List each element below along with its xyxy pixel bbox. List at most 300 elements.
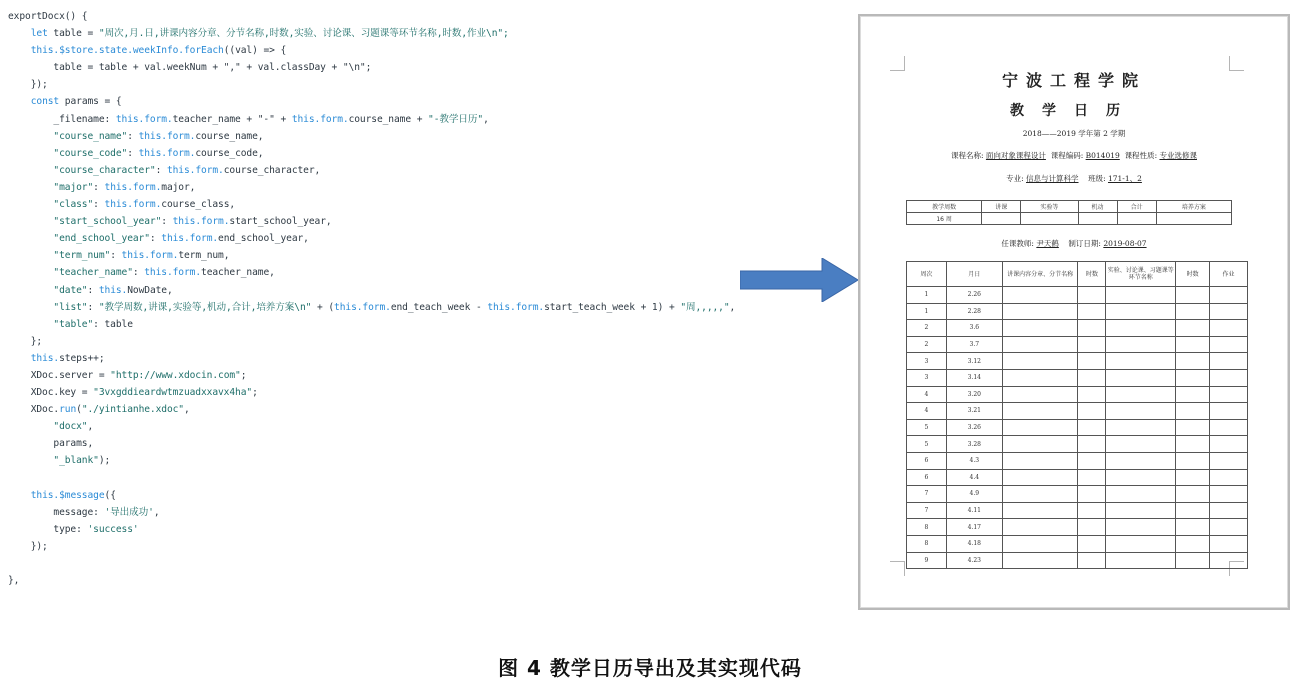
schedule-cell — [1106, 303, 1176, 320]
schedule-cell: 3.14 — [946, 369, 1002, 386]
schedule-cell — [1078, 552, 1106, 569]
code-token — [8, 421, 53, 432]
code-token: }; — [8, 335, 43, 347]
schedule-cell — [1002, 320, 1078, 337]
major-info-line: 专业: 信息与计算科学 班级: 171-1、2 — [1006, 174, 1142, 183]
schedule-header-cell: 实验、讨论课、习题课等环节名称 — [1106, 262, 1176, 287]
schedule-cell — [1078, 519, 1106, 536]
schedule-cell — [1106, 403, 1176, 420]
code-token: "周次,月.日,讲课内容分章、分节名称,时数,实验、讨论课、习题课等环节名称,时数,作业\n"; — [98, 28, 509, 40]
schedule-cell: 3 — [907, 353, 947, 370]
exported-document-preview — [858, 14, 1290, 610]
code-line — [8, 418, 738, 435]
schedule-cell: 4.3 — [946, 452, 1002, 469]
schedule-cell — [1002, 353, 1078, 370]
schedule-cell: 3.12 — [946, 353, 1002, 370]
summary-value-row — [907, 213, 1232, 225]
schedule-cell — [1176, 303, 1210, 320]
code-token: "_blank" — [53, 455, 99, 467]
summary-header-cell: 培养方案 — [1156, 201, 1231, 213]
code-token — [8, 131, 53, 142]
code-token: XDoc.key = — [8, 387, 94, 399]
code-line — [8, 145, 738, 162]
code-token: '导出成功' — [104, 506, 154, 518]
teacher-info-line: 任课教师: 尹天鹤 制订日期: 2019-08-07 — [1001, 239, 1147, 248]
schedule-cell: 3.28 — [946, 436, 1002, 453]
code-token: ( — [76, 404, 82, 416]
code-token: exportDocx() { — [8, 11, 88, 22]
code-token: ; — [240, 369, 247, 381]
code-token: , — [483, 113, 489, 125]
code-token: : — [155, 164, 167, 176]
code-line — [8, 42, 738, 59]
code-line — [8, 93, 738, 110]
code-line — [8, 76, 738, 93]
schedule-cell: 4.18 — [946, 535, 1002, 552]
schedule-cell — [1002, 535, 1078, 552]
schedule-cell — [1078, 469, 1106, 486]
summary-header-cell: 机动 — [1078, 201, 1117, 213]
schedule-cell — [1176, 386, 1210, 403]
code-line — [8, 196, 738, 213]
code-token — [8, 250, 53, 261]
schedule-cell — [1078, 535, 1106, 552]
code-line — [8, 282, 738, 299]
code-token: , — [183, 404, 190, 416]
code-token: "teacher_name" — [53, 267, 133, 279]
code-token: this.$message — [30, 489, 105, 501]
code-line — [8, 470, 738, 487]
schedule-cell — [1176, 320, 1210, 337]
schedule-row — [907, 535, 1248, 552]
school-name: 宁波工程学院 — [1001, 71, 1146, 90]
code-token: "http://www.xdocin.com" — [110, 369, 241, 381]
code-token: start_school_year, — [229, 216, 332, 228]
code-token: steps++; — [59, 352, 105, 364]
code-token — [8, 267, 53, 278]
schedule-cell — [1106, 320, 1176, 337]
code-token: table = — [47, 28, 99, 40]
code-token: type: — [8, 523, 88, 535]
schedule-table — [906, 261, 1248, 569]
schedule-cell — [1002, 519, 1078, 536]
code-token: , — [153, 506, 160, 518]
schedule-cell — [1078, 502, 1106, 519]
schedule-cell — [1002, 436, 1078, 453]
code-token: ); — [98, 455, 111, 467]
summary-value-cell — [1156, 213, 1231, 225]
schedule-row — [907, 336, 1248, 353]
code-token: this.form. — [291, 113, 349, 125]
code-token: teacher_name, — [201, 267, 275, 279]
schedule-cell — [1078, 369, 1106, 386]
schedule-cell — [1210, 452, 1248, 469]
code-token: this. — [98, 284, 128, 296]
code-token: this.form. — [172, 216, 230, 228]
schedule-row — [907, 303, 1248, 320]
schedule-cell — [1106, 452, 1176, 469]
term-line: 2018——2019 学年第 2 学期 — [1022, 129, 1126, 138]
schedule-cell — [1210, 303, 1248, 320]
code-token: course_code, — [195, 147, 264, 159]
code-line — [8, 384, 738, 401]
schedule-row — [907, 403, 1248, 420]
schedule-cell: 3.6 — [946, 320, 1002, 337]
code-token: this.form. — [121, 250, 179, 262]
code-token — [8, 96, 31, 107]
schedule-cell — [1078, 353, 1106, 370]
schedule-cell: 6 — [907, 452, 947, 469]
code-token: message: — [8, 506, 105, 518]
schedule-cell — [1002, 386, 1078, 403]
schedule-cell: 3.20 — [946, 386, 1002, 403]
schedule-cell — [1176, 353, 1210, 370]
code-line — [8, 504, 738, 521]
right-arrow-icon — [740, 258, 858, 302]
schedule-cell — [1106, 436, 1176, 453]
code-token: const — [30, 96, 60, 108]
code-token: : — [87, 301, 99, 313]
code-token: ; — [252, 387, 258, 399]
schedule-cell — [1176, 403, 1210, 420]
schedule-header-cell: 作业 — [1210, 262, 1248, 287]
schedule-cell: 7 — [907, 486, 947, 503]
schedule-cell — [1106, 486, 1176, 503]
code-token: 'success' — [87, 523, 139, 535]
schedule-header-row — [907, 262, 1248, 287]
code-line — [8, 128, 738, 145]
date-value: 2019-08-07 — [1103, 239, 1147, 248]
code-token: NowDate, — [127, 284, 173, 296]
date-label: 制订日期 — [1068, 239, 1099, 248]
summary-header-row — [907, 201, 1232, 213]
code-token: params = { — [59, 96, 122, 108]
schedule-cell — [1078, 419, 1106, 436]
course-info-line: 课程名称: 面向对象课程设计 课程编码: B014019 课程性质: 专业选修课 — [951, 151, 1197, 160]
code-token: this.form. — [138, 147, 196, 159]
major-value: 信息与计算科学 — [1026, 174, 1079, 183]
code-token: + ( — [311, 301, 335, 313]
code-token — [8, 148, 53, 159]
code-line — [8, 179, 738, 196]
schedule-cell — [1078, 386, 1106, 403]
code-token — [8, 285, 53, 296]
schedule-cell: 7 — [907, 502, 947, 519]
code-token: , — [87, 421, 94, 433]
schedule-cell — [1176, 436, 1210, 453]
schedule-row — [907, 320, 1248, 337]
code-token: course_class, — [161, 199, 236, 211]
code-token: "-教学日历" — [428, 113, 484, 125]
schedule-cell — [1210, 519, 1248, 536]
schedule-cell — [1106, 502, 1176, 519]
schedule-cell — [1002, 469, 1078, 486]
schedule-cell — [1002, 552, 1078, 569]
code-listing — [8, 8, 738, 608]
schedule-cell: 4.11 — [946, 502, 1002, 519]
code-token: : — [127, 147, 139, 159]
summary-header-cell: 实验等 — [1021, 201, 1078, 213]
schedule-cell — [1002, 502, 1078, 519]
schedule-cell — [1002, 403, 1078, 420]
code-token: this.form. — [104, 181, 162, 193]
code-token — [8, 28, 31, 39]
schedule-row — [907, 287, 1248, 304]
code-token: : — [93, 199, 105, 211]
code-token: "course_name" — [53, 130, 128, 142]
schedule-cell — [1210, 386, 1248, 403]
code-token: "./yintianhe.xdoc" — [81, 404, 184, 416]
code-token — [8, 233, 53, 244]
code-token: : — [149, 233, 162, 245]
course-code-label: 课程编码 — [1050, 151, 1081, 160]
code-token: this.form. — [115, 113, 173, 125]
code-token: start_teach_week + 1) + — [544, 301, 681, 313]
schedule-cell: 3.21 — [946, 403, 1002, 420]
schedule-cell: 3.26 — [946, 419, 1002, 436]
code-token — [8, 319, 53, 330]
schedule-cell: 3.7 — [946, 336, 1002, 353]
summary-value-cell — [982, 213, 1021, 225]
schedule-cell — [1210, 287, 1248, 304]
code-token: , — [729, 301, 736, 313]
code-line — [8, 555, 738, 572]
schedule-cell — [1210, 353, 1248, 370]
schedule-row — [907, 502, 1248, 519]
code-token: table = table + val.weekNum + "," + val.classDay + "\n"; — [8, 62, 372, 74]
schedule-cell — [1078, 452, 1106, 469]
schedule-row — [907, 353, 1248, 370]
code-token: : — [127, 130, 139, 142]
schedule-cell: 3 — [907, 369, 947, 386]
code-token: term_num, — [178, 250, 230, 262]
code-token: : — [93, 181, 105, 193]
code-token: }); — [8, 540, 48, 552]
figure-caption: 图 4 教学日历导出及其实现代码 — [498, 656, 802, 680]
code-token: teacher_name + "-" + — [172, 113, 292, 125]
code-line — [8, 333, 738, 350]
code-line — [8, 572, 738, 589]
schedule-cell: 4 — [907, 403, 947, 420]
schedule-row — [907, 486, 1248, 503]
schedule-cell — [1176, 287, 1210, 304]
schedule-cell: 1 — [907, 303, 947, 320]
class-value: 171-1、2 — [1107, 174, 1142, 183]
code-token: }, — [8, 575, 20, 587]
code-line — [8, 367, 738, 384]
code-line — [8, 247, 738, 264]
schedule-row — [907, 436, 1248, 453]
summary-table — [906, 200, 1232, 225]
code-token: : — [161, 216, 173, 228]
schedule-cell — [1106, 369, 1176, 386]
code-token: "course_code" — [53, 147, 128, 159]
schedule-cell — [1106, 353, 1176, 370]
crop-mark — [890, 561, 905, 576]
code-token — [8, 216, 53, 227]
schedule-cell — [1106, 469, 1176, 486]
schedule-cell — [1210, 320, 1248, 337]
code-token: this.$store.state.weekInfo. — [30, 45, 184, 57]
code-line — [8, 162, 738, 179]
schedule-header-cell: 讲课内容分章、分节名称 — [1002, 262, 1078, 287]
code-token: this.form. — [144, 267, 202, 279]
teacher-label: 任课教师 — [1001, 239, 1032, 248]
schedule-cell — [1106, 535, 1176, 552]
code-token — [8, 165, 53, 176]
schedule-header-cell: 时数 — [1078, 262, 1106, 287]
schedule-cell — [1002, 303, 1078, 320]
code-token — [8, 455, 53, 466]
code-line — [8, 230, 738, 247]
schedule-cell: 1 — [907, 287, 947, 304]
schedule-cell — [1176, 452, 1210, 469]
schedule-cell — [1002, 287, 1078, 304]
summary-value-cell — [1021, 213, 1078, 225]
schedule-cell — [1176, 535, 1210, 552]
course-name-label: 课程名称 — [951, 151, 981, 160]
schedule-row — [907, 369, 1248, 386]
course-type-label: 课程性质 — [1124, 151, 1155, 160]
code-token: _filename: — [8, 113, 116, 125]
code-token: this. — [30, 352, 60, 364]
schedule-cell: 4.9 — [946, 486, 1002, 503]
schedule-cell — [1078, 403, 1106, 420]
code-token: forEach — [183, 45, 224, 57]
code-token: run — [59, 404, 77, 416]
schedule-cell: 2.26 — [946, 287, 1002, 304]
schedule-cell — [1176, 369, 1210, 386]
schedule-cell: 2 — [907, 336, 947, 353]
code-token: this.form. — [138, 130, 196, 142]
schedule-cell — [1106, 552, 1176, 569]
schedule-cell — [1176, 552, 1210, 569]
code-line — [8, 299, 738, 316]
schedule-row — [907, 452, 1248, 469]
schedule-cell — [1210, 436, 1248, 453]
code-token: XDoc. — [8, 404, 60, 416]
schedule-cell — [1176, 486, 1210, 503]
schedule-cell — [1176, 419, 1210, 436]
code-line — [8, 316, 738, 333]
code-token: : — [132, 267, 145, 279]
code-token: "class" — [53, 199, 94, 211]
schedule-cell: 8 — [907, 519, 947, 536]
schedule-cell — [1176, 502, 1210, 519]
code-token: course_name, — [195, 130, 264, 142]
code-token: end_school_year, — [218, 233, 309, 245]
code-token: "major" — [53, 181, 94, 193]
code-token: "docx" — [53, 421, 88, 433]
code-line — [8, 8, 738, 25]
code-token: params, — [8, 438, 94, 450]
code-token: "course_character" — [53, 164, 156, 176]
summary-value-cell: 16 周 — [907, 213, 982, 225]
schedule-cell: 9 — [907, 552, 947, 569]
code-line — [8, 521, 738, 538]
schedule-cell: 5 — [907, 419, 947, 436]
schedule-cell — [1106, 386, 1176, 403]
code-token — [8, 302, 53, 313]
schedule-cell — [1002, 419, 1078, 436]
code-token: major, — [161, 181, 196, 193]
schedule-cell — [1210, 486, 1248, 503]
schedule-cell: 4.4 — [946, 469, 1002, 486]
code-token — [8, 199, 53, 210]
code-line — [8, 213, 738, 230]
code-token — [8, 353, 31, 364]
schedule-cell — [1176, 519, 1210, 536]
code-token: course_name + — [348, 113, 429, 125]
code-token: this.form. — [104, 199, 162, 211]
code-line — [8, 25, 738, 42]
code-token: "term_num" — [53, 250, 111, 262]
code-token: : — [110, 250, 122, 262]
schedule-cell — [1210, 369, 1248, 386]
code-line — [8, 401, 738, 418]
schedule-cell — [1106, 519, 1176, 536]
schedule-row — [907, 469, 1248, 486]
schedule-cell — [1210, 336, 1248, 353]
code-token: : table — [93, 318, 133, 330]
schedule-cell — [1210, 552, 1248, 569]
course-type-value: 专业选修课 — [1159, 151, 1197, 160]
schedule-cell — [1210, 419, 1248, 436]
schedule-cell — [1210, 502, 1248, 519]
code-token: "date" — [53, 284, 88, 296]
code-token: XDoc.server = — [8, 369, 111, 381]
schedule-cell: 8 — [907, 535, 947, 552]
code-token: : — [87, 284, 99, 296]
course-code-value: B014019 — [1085, 151, 1120, 160]
schedule-cell: 6 — [907, 469, 947, 486]
code-line — [8, 538, 738, 555]
code-line — [8, 350, 738, 367]
code-token: "教学周数,讲课,实验等,机动,合计,培养方案\n" — [98, 301, 312, 313]
schedule-row — [907, 519, 1248, 536]
code-token: "start_school_year" — [53, 216, 162, 228]
code-token: "3vxgddieardwtmzuadxxavx4ha" — [93, 387, 253, 399]
schedule-cell: 4.23 — [946, 552, 1002, 569]
major-label: 专业 — [1006, 174, 1022, 183]
code-token: this.form. — [166, 164, 224, 176]
calendar-title: 教学日历 — [1010, 103, 1138, 119]
code-token — [8, 182, 53, 193]
schedule-cell — [1002, 369, 1078, 386]
schedule-cell — [1106, 419, 1176, 436]
teacher-value: 尹天鹤 — [1036, 239, 1059, 248]
code-token: this.form. — [487, 301, 545, 313]
schedule-cell: 2.28 — [946, 303, 1002, 320]
schedule-cell — [1002, 452, 1078, 469]
schedule-cell — [1106, 287, 1176, 304]
code-token: "table" — [53, 318, 94, 330]
schedule-cell — [1002, 336, 1078, 353]
code-token: this.form. — [334, 301, 391, 313]
schedule-cell — [1078, 436, 1106, 453]
code-token: "周,,,,," — [680, 301, 730, 313]
schedule-cell — [1078, 287, 1106, 304]
summary-header-cell: 合计 — [1117, 201, 1156, 213]
code-line — [8, 59, 738, 76]
schedule-cell — [1078, 336, 1106, 353]
schedule-header-cell: 周次 — [907, 262, 947, 287]
schedule-cell — [1078, 320, 1106, 337]
schedule-cell — [1106, 336, 1176, 353]
code-line — [8, 264, 738, 281]
summary-value-cell — [1078, 213, 1117, 225]
schedule-cell — [1210, 403, 1248, 420]
